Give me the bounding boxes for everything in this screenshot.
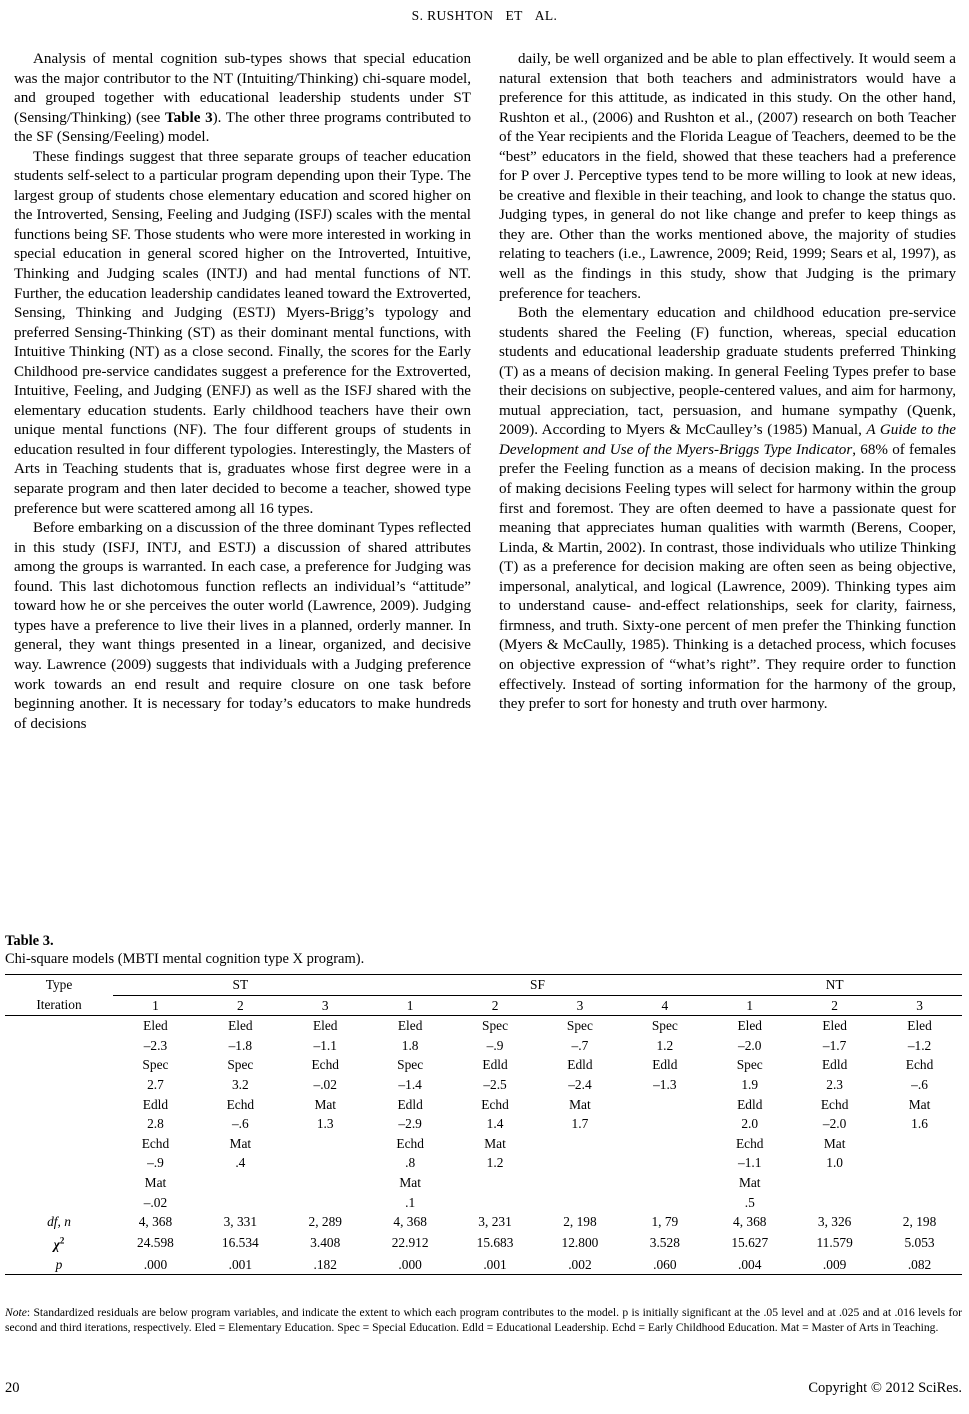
table-cell [537, 1173, 622, 1193]
table-cell: 22.912 [391, 1235, 429, 1251]
table-cell: –.02 [143, 1194, 168, 1210]
table-head [5, 975, 962, 1016]
table-cell: Spec [453, 1016, 538, 1036]
table-cell: Spec [142, 1057, 169, 1073]
table-number: Table 3. [5, 933, 54, 949]
iteration-header: 3 [283, 995, 368, 1016]
table-cell: 1.3 [316, 1116, 334, 1132]
table-cell: 11.579 [816, 1235, 853, 1251]
table-cell: –2.3 [143, 1037, 168, 1053]
table-cell: 2.0 [741, 1116, 759, 1132]
table-cell: –.02 [313, 1076, 337, 1092]
table-cell [283, 1173, 368, 1193]
table-cell: –.9 [147, 1155, 164, 1171]
table-note [5, 1306, 962, 1335]
table-cell: –.6 [231, 1116, 249, 1132]
table-cell: 2.3 [826, 1076, 843, 1092]
table-cell: Edld [482, 1057, 508, 1073]
table-cell: 16.534 [221, 1235, 259, 1251]
iteration-header: 1 [368, 995, 453, 1016]
table-cell: Edld [821, 1057, 848, 1073]
page-footer [5, 1380, 962, 1397]
table-row [5, 1134, 962, 1154]
table-row [5, 1016, 962, 1036]
table-cell: Mat [144, 1174, 167, 1190]
iteration-header: 2 [453, 995, 538, 1016]
table-body [5, 1016, 962, 1275]
table-cell: 2, 289 [308, 1214, 342, 1230]
book-title-italic-cont: Indicator [796, 441, 853, 458]
right-column [499, 50, 956, 734]
group-header-nt: NT [707, 975, 962, 996]
table-cell: Spec [736, 1057, 763, 1073]
table-cell: –.7 [571, 1037, 589, 1053]
table-cell: 12.800 [561, 1235, 599, 1251]
table-cell: .8 [405, 1155, 416, 1171]
table-cell: 3, 326 [817, 1214, 852, 1230]
table-cell: Edld [397, 1096, 423, 1112]
note-text: : Standardized residuals are below program variables, and indicate the extent to which each program contributes to the model. p is initially significant at the .05 level and at .025 and at .016 levels for second and third iterations, respectively. Eled = Elementary Education. Spec = Special Education. Edld = Educational Leadership. Echd = Early Childhood Education. Mat = Master of Arts in Teaching. [5, 1306, 962, 1334]
table-cell [877, 1153, 962, 1173]
table-cell: Edld [652, 1057, 678, 1073]
table-cell [877, 1134, 962, 1154]
table-cell [453, 1193, 538, 1213]
table-cell: 3, 331 [223, 1214, 258, 1230]
table-cell: .002 [537, 1255, 622, 1275]
table-cell: 2.8 [147, 1116, 164, 1132]
table-cell: 1.8 [401, 1037, 419, 1053]
table-cell [198, 1173, 283, 1193]
table-cell: Eled [113, 1016, 198, 1036]
table-cell: 1.7 [571, 1116, 589, 1132]
table-row [5, 1153, 962, 1173]
table-cell: Echd [905, 1057, 934, 1073]
table-cell: .000 [368, 1255, 453, 1275]
row-label [5, 1114, 113, 1134]
table-cell: –.6 [911, 1076, 928, 1092]
table-row [5, 1075, 962, 1095]
table-3-block [5, 933, 962, 1275]
left-column [14, 50, 471, 734]
table-row [5, 1173, 962, 1193]
table-cell: .001 [198, 1255, 283, 1275]
table-cell [792, 1173, 877, 1193]
iteration-header: 1 [707, 995, 792, 1016]
chi-square-table [5, 974, 962, 1275]
table-cell: 4, 368 [733, 1214, 767, 1230]
table-cell: Echd [735, 1135, 764, 1151]
table-cell: Eled [198, 1016, 283, 1036]
table-cell [283, 1153, 368, 1173]
table-cell: 1, 79 [651, 1214, 679, 1230]
row-label [5, 1095, 113, 1115]
table-cell: 2.7 [147, 1076, 164, 1092]
table-cell: .000 [113, 1255, 198, 1275]
table-cell: Echd [226, 1096, 255, 1112]
iteration-header: 3 [537, 995, 622, 1016]
table-cell: –.9 [486, 1037, 504, 1053]
table-cell [792, 1193, 877, 1213]
table-cell: Spec [227, 1057, 254, 1073]
group-header-st: ST [113, 975, 368, 996]
table-caption: Chi-square models (MBTI mental cognition type X program). [5, 951, 365, 967]
table-cell: 24.598 [137, 1235, 174, 1251]
table-cell: .001 [453, 1255, 538, 1275]
table-cell: .009 [792, 1255, 877, 1275]
table-cell [622, 1193, 707, 1213]
table-cell: 5.053 [904, 1235, 935, 1251]
row-label [5, 1153, 113, 1173]
iteration-header: 3 [877, 995, 962, 1016]
table-cell: 1.0 [826, 1155, 843, 1171]
table-cell: –2.5 [483, 1076, 507, 1092]
table-cell [622, 1134, 707, 1154]
book-title-italic: A Guide to the Development and Use of the Myers-Briggs Type [499, 422, 956, 458]
table-cell: Mat [738, 1174, 761, 1190]
table-cell: 1.9 [741, 1076, 759, 1092]
table-cell: –1.8 [228, 1037, 253, 1053]
table-cell: Spec [397, 1057, 424, 1073]
table-cell: Mat [823, 1135, 846, 1151]
note-label: Note [5, 1306, 27, 1319]
table-cell [622, 1114, 707, 1134]
stub-header-iteration: Iteration [5, 995, 113, 1016]
table-stat-row [5, 1232, 962, 1255]
stat-row-label: $\chi^2$ [53, 1235, 65, 1253]
table-cell: Eled [368, 1016, 453, 1036]
table-cell: Mat [484, 1135, 506, 1151]
table-cell: .182 [283, 1255, 368, 1275]
table-cell: Eled [877, 1016, 962, 1036]
table-cell: .082 [877, 1255, 962, 1275]
table-cell [622, 1095, 707, 1115]
row-label [5, 1134, 113, 1154]
table-cell: Eled [792, 1016, 877, 1036]
table-cell: Mat [399, 1174, 421, 1190]
row-label [5, 1193, 113, 1213]
table-cell: Echd [141, 1135, 170, 1151]
running-head-et: ET [505, 8, 523, 23]
table-row [5, 1055, 962, 1075]
table-cell: Edld [737, 1096, 763, 1112]
table-cell [622, 1173, 707, 1193]
table-cell: Spec [622, 1016, 707, 1036]
table-3-reference: Table 3 [164, 109, 213, 126]
table-cell: 1.6 [911, 1116, 928, 1132]
table-cell: 3, 231 [478, 1214, 512, 1230]
table-cell: Mat [314, 1096, 337, 1112]
table-cell [537, 1134, 622, 1154]
table-cell: –2.0 [822, 1116, 847, 1132]
row-label [5, 1075, 113, 1095]
table-group-header-row [5, 975, 962, 996]
table-cell: .004 [707, 1255, 792, 1275]
table-cell: 3.528 [649, 1235, 680, 1251]
table-cell: –1.4 [398, 1076, 422, 1092]
row-label [5, 1036, 113, 1056]
table-cell: Eled [283, 1016, 368, 1036]
table-cell: 15.683 [476, 1235, 514, 1251]
table-cell [537, 1153, 622, 1173]
table-cell: –1.1 [313, 1037, 337, 1053]
table-cell [198, 1193, 283, 1213]
table-cell: .1 [405, 1194, 416, 1210]
table-cell: –2.9 [398, 1116, 422, 1132]
running-head [0, 8, 969, 24]
table-cell: Spec [537, 1016, 622, 1036]
table-cell: –2.4 [568, 1076, 592, 1092]
table-row [5, 1036, 962, 1056]
table-cell: .060 [622, 1255, 707, 1275]
row-label [5, 1055, 113, 1075]
paragraph: daily, be well organized and be able to plan effectively. It would seem a natural extension that both teachers and administrators would have a preference for this attitude, as indicated in this study. On the other hand, Rushton et al., (2006) and Rushton et al., (2007) research on both Teacher of the Year recipients and the Florida League of Teachers, deemed to be the “best” educators in the field, showed that these teachers had a preference for P over J. Perceptive types tend to be more willing to look at new ideas, be creative and flexible in their teaching, and look to change the status quo. Judging types, in general do not like change and prefer to keep things as they are. Other than the works mentioned above, the majority of studies relating to teachers (i.e., Lawrence, 2009; Reid, 1999; Sears et al, 1997), as well as the findings in this study, show that Judging is the primary preference for teachers. [499, 51, 956, 302]
table-cell: –2.0 [738, 1037, 762, 1053]
table-cell: –1.3 [653, 1076, 677, 1092]
table-cell: 4, 368 [393, 1214, 427, 1230]
table-cell: Echd [481, 1096, 509, 1112]
table-cell: Mat [908, 1096, 931, 1112]
table-cell: 1.2 [656, 1037, 674, 1053]
iteration-header: 2 [198, 995, 283, 1016]
table-row [5, 1193, 962, 1213]
table-cell: Mat [229, 1135, 252, 1151]
paragraph: These findings suggest that three separate groups of teacher education students self-select to a particular program depending upon their Type. The largest group of students chose elementary education and scored higher on the Introverted, Sensing, Feeling and Judging (ISFJ) scales with the mental functions being SF. Those students who were more interested in working in special education in general scored higher on the Introverted, Intuitive, Thinking and Judging scales (INTJ) and had mental functions of NT. Further, the education leadership candidates leaned toward the Extroverted, Sensing, Thinking and Judging (ESTJ) Myers-Brigg’s typology and preferred Sensing-Thinking (ST) as their dominant mental functions, with Intuitive Thinking (NT) as a close second. Finally, the scores for the Early Childhood pre-service candidates suggest a preference for the Extroverted, Intuitive, Feeling, and Judging (ENFJ) as well as the ISFJ shared with the elementary education students. Early childhood teachers have their own unique mental functions (NF). The four different groups of students in education resulted in four different typologies. Interestingly, the Masters of Arts in Teaching students that is, graduates whose first degree were in a separate program and then later decided to become a teacher, showed type preference but were scattered among all 16 types. [14, 148, 471, 517]
table-cell [622, 1153, 707, 1173]
table-cell: Edld [142, 1096, 169, 1112]
table-cell [537, 1193, 622, 1213]
table-cell: Eled [707, 1016, 792, 1036]
table-cell: 1.2 [486, 1155, 504, 1171]
paragraph: Both the elementary education and childhood education pre-service students shared the Feeling (F) function, whereas, special education students and educational leadership graduate students preferred Thinking (T) as a means of decision making. In general Feeling Types prefer to base their decisions on subjective, people-centered values, and aim for harmony, mutual appreciation, tact, persuasion, and humane sympathy (Quenk, 2009). According to Myers & McCaulley’s (1985) Manual, A Guide to the Development and Use of the Myers-Briggs Type Indicator, 68% of females prefer the Feeling function as a means of decision making. In the process of making decisions Feeling types will select for harmony within the group first and foremost. They are often deemed to have a passionate quest for meaning that appreciates human qualities with warmth (Berens, Cooper, Linda, & Martin, 2002). In contrast, those individuals who utilize Thinking (T) as a preference for decision making are often seen as being objective, impersonal, analytical, and logical (Lawrence, 2009). Thinking types aim to understand cause- and-effect relationships, seek for clarity, fairness, firmness, and truth. Sixty-one percent of men prefer the Thinking function (Myers & McCaully, 1985). Thinking is a detached process, which focuses on objective expression of “what’s right”. They require order to function effectively. Instead of sorting information for the harmony of the group, they prefer to sort for honesty and truth over harmony. [499, 305, 956, 713]
iteration-header: 1 [113, 995, 198, 1016]
table-row [5, 1095, 962, 1115]
table-cell: –1.1 [738, 1155, 762, 1171]
running-head-al: AL. [534, 8, 558, 23]
table-cell: Echd [396, 1135, 424, 1151]
copyright-notice: Copyright © 2012 SciRes. [808, 1380, 962, 1396]
stub-header-type: Type [5, 975, 113, 996]
table-row [5, 1114, 962, 1134]
table-stat-row [5, 1255, 962, 1275]
table-cell: Echd [311, 1057, 339, 1073]
body-columns [14, 50, 956, 734]
table-cell: –1.7 [822, 1037, 847, 1053]
table-stat-row [5, 1212, 962, 1232]
table-cell: Echd [820, 1096, 849, 1112]
table-cell [453, 1173, 538, 1193]
page-number: 20 [5, 1380, 20, 1396]
paragraph: Analysis of mental cognition sub-types shows that special education was the major contributor to the NT (Intuiting/Thinking) chi-square model, and grouped together with educational leadership students under ST (Sensing/Thinking) (see Table 3). The other three programs contributed to the SF (Sensing/Feeling) model. [14, 51, 471, 146]
table-cell: 3.2 [231, 1076, 249, 1092]
table-cell: Edld [567, 1057, 593, 1073]
table-cell: 2, 198 [563, 1214, 597, 1230]
table-cell: .5 [744, 1194, 755, 1210]
table-iteration-header-row [5, 995, 962, 1016]
stat-row-label: df, n [47, 1214, 71, 1230]
stat-row-label: p [5, 1255, 113, 1275]
iteration-header: 2 [792, 995, 877, 1016]
table-cell: Mat [569, 1096, 591, 1112]
table-cell: 3.408 [310, 1235, 341, 1251]
table-cell: 15.627 [731, 1235, 769, 1251]
table-cell: 1.4 [486, 1116, 504, 1132]
table-cell [877, 1193, 962, 1213]
running-head-authors: S. RUSHTON [411, 8, 494, 23]
paragraph: Before embarking on a discussion of the three dominant Types reflected in this study (ISFJ, INTJ, and ESTJ) a discussion of shared attributes among the groups is warranted. In each case, a preference for Judging was found. This last dichotomous function reflects an individual’s “attitude” toward how he or she perceives the outer world (Lawrence, 2009). Judging types have a preference to live their lives in a planned, orderly manner. In general, they want things presented in a linear, organized, and decisive way. Lawrence (2009) suggests that individuals with a Judging preference work towards an end result and require closure on one task before beginning another. It is necessary for today’s educators to make hundreds of decisions [14, 520, 471, 732]
row-label [5, 1016, 113, 1036]
table-cell: –1.2 [907, 1037, 932, 1053]
group-header-sf: SF [368, 975, 708, 996]
iteration-header: 4 [622, 995, 707, 1016]
table-cell: 4, 368 [138, 1214, 173, 1230]
table-cell: 2, 198 [902, 1214, 937, 1230]
table-cell [877, 1173, 962, 1193]
table-cell [283, 1193, 368, 1213]
row-label [5, 1173, 113, 1193]
table-cell [283, 1134, 368, 1154]
table-cell: .4 [235, 1155, 246, 1171]
